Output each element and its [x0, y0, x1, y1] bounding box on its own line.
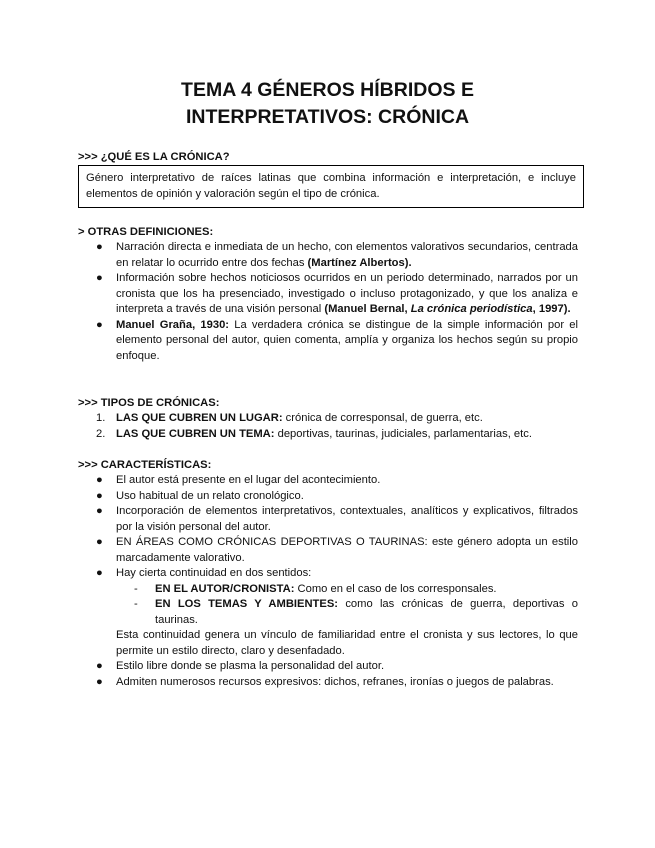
sub-list-item: [78, 582, 578, 598]
caracteristicas-list: [78, 473, 578, 690]
item-text: deportivas, taurinas, judiciales, parlamentarias, etc.: [274, 427, 532, 440]
continuation-paragraph: Esta continuidad genera un vínculo de familiaridad entre el cronista y sus lectores, lo que permite un estilo directo, claro y desenfadado.: [116, 629, 578, 657]
dash-icon: -: [134, 582, 138, 595]
item-lead: EN LOS TEMAS Y AMBIENTES:: [155, 598, 339, 610]
item-text: crónica de corresponsal, de guerra, etc.: [282, 412, 483, 424]
bullet-icon: ●: [96, 474, 103, 486]
item-reference: (Martínez Albertos).: [307, 256, 412, 269]
item-lead: LAS QUE CUBREN UN LUGAR:: [116, 412, 283, 424]
list-item: [78, 566, 578, 582]
title-line-1: TEMA 4 GÉNEROS HÍBRIDOS E: [181, 79, 474, 101]
bullet-icon: ●: [96, 272, 103, 284]
list-item: [78, 659, 578, 675]
bullet-icon: ●: [96, 241, 103, 253]
bullet-icon: ●: [96, 489, 103, 502]
list-item: [78, 504, 578, 535]
bullet-icon: ●: [96, 675, 103, 688]
dash-icon: -: [134, 598, 138, 610]
item-text: como las crónicas de guerra, deportivas o taurinas.: [155, 598, 578, 626]
item-number: 2.: [96, 427, 106, 440]
item-text: La verdadera crónica se distingue de la simple información por el elemento personal del autor, quien comenta, amplía y organiza los hechos según su propio enfoque.: [116, 318, 578, 362]
page-title: [0, 77, 655, 131]
list-item: [78, 427, 578, 443]
bullet-icon: ●: [96, 505, 103, 517]
item-lead: EN EL AUTOR/CRONISTA:: [155, 582, 295, 595]
bullet-icon: ●: [96, 567, 103, 579]
section-heading-caracteristicas: >>> CARACTERÍSTICAS:: [78, 459, 212, 471]
item-text: Admiten numerosos recursos expresivos: dichos, refranes, ironías o juegos de palabras.: [116, 675, 554, 688]
item-text: Narración directa e inmediata de un hecho, con elementos valorativos secundarios, centrada en relatar lo ocurrido entre dos fechas: [116, 241, 578, 269]
list-item: [78, 318, 578, 365]
item-text: Estilo libre donde se plasma la personalidad del autor.: [116, 660, 385, 672]
bullet-icon: ●: [96, 536, 103, 548]
item-number: 1.: [96, 412, 106, 424]
list-item: [78, 240, 578, 271]
section-heading-tipos: >>> TIPOS DE CRÓNICAS:: [78, 397, 220, 409]
item-text: Como en el caso de los corresponsales.: [294, 582, 497, 595]
item-lead: Manuel Graña, 1930:: [116, 318, 230, 331]
list-item: [78, 535, 578, 566]
item-text: Información sobre hechos noticiosos ocurridos en un periodo determinado, narrados por un cronista que los ha presenciado, investigado o incluso protagonizado, y que los analiza e interpreta a través de una visión personal: [116, 272, 578, 315]
section-heading-otras: > OTRAS DEFINICIONES:: [78, 226, 214, 238]
list-item: [78, 675, 578, 691]
item-text: Incorporación de elementos interpretativos, contextuales, analíticos y explicativos, filtrados por la visión personal del autor.: [116, 505, 578, 533]
list-item: [78, 489, 578, 505]
list-item: [78, 271, 578, 318]
bullet-icon: ●: [96, 660, 103, 672]
list-item: [78, 473, 578, 489]
definition-box: Género interpretativo de raíces latinas que combina información e interpretación, e incluye elementos de opinión y valoración según el tipo de crónica.: [78, 165, 584, 208]
list-item: [78, 411, 578, 427]
item-lead: LAS QUE CUBREN UN TEMA:: [116, 427, 275, 440]
item-reference-year: , 1997).: [532, 303, 571, 315]
item-reference-title: La crónica periodística: [410, 303, 533, 315]
section-heading-que-es: >>> ¿QUÉ ES LA CRÓNICA?: [78, 151, 230, 163]
bullet-icon: ●: [96, 318, 103, 331]
item-reference: (Manuel Bernal,: [324, 303, 411, 315]
item-text: El autor está presente en el lugar del acontecimiento.: [116, 474, 381, 486]
item-text: EN ÁREAS COMO CRÓNICAS DEPORTIVAS O TAURINAS: este género adopta un estilo marcadamente valorativo.: [116, 536, 578, 564]
otras-definiciones-list: [78, 240, 578, 364]
sub-list-item: [78, 597, 578, 628]
tipos-list: [78, 411, 578, 442]
item-text: Hay cierta continuidad en dos sentidos:: [116, 567, 312, 579]
title-line-2: INTERPRETATIVOS: CRÓNICA: [185, 106, 470, 128]
item-text: Uso habitual de un relato cronológico.: [116, 489, 304, 502]
